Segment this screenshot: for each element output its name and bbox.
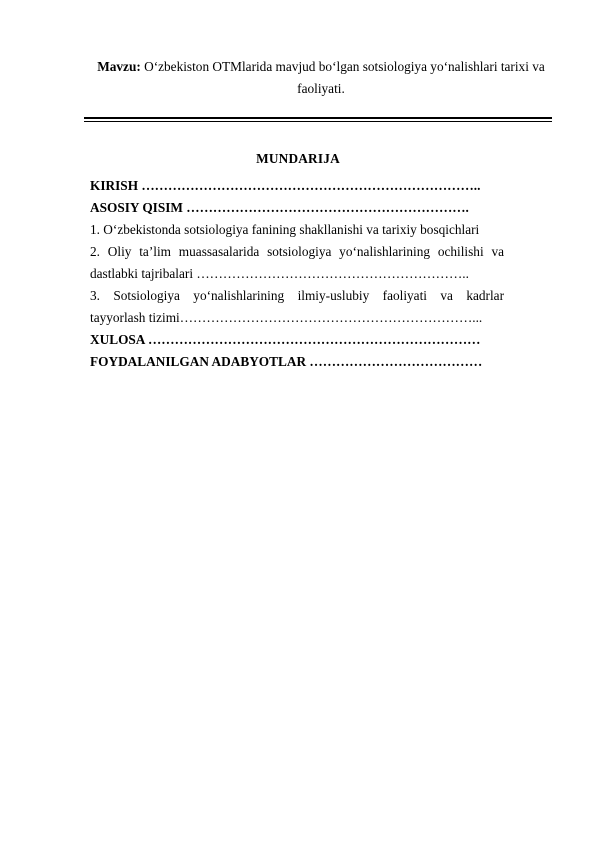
double-rule-bottom [84,121,552,122]
toc-item-kirish: KIRISH ………………………………………………………………….. [90,178,481,193]
toc-item-asosiy-qisim: ASOSIY QISIM ………………………………………………………. [90,200,469,215]
toc-item-2-line1: 2. Oliy ta’lim muassasalarida sotsiologiya yo‘nalishlarining ochilishi va [90,244,504,259]
toc-item-1: 1. O‘zbekistonda sotsiologiya fanining shakllanishi va tarixiy bosqichlari [90,222,480,237]
toc-item-2-line2: dastlabki tajribalari …………………………………………………….. [90,266,469,281]
topic-heading [90,56,552,100]
topic-text: O‘zbekiston OTMlarida mavjud bo‘lgan sotsiologiya yo‘nalishlari tarixi va faoliyati. [140,59,545,96]
toc-item-3-line1: 3. Sotsiologiya yo‘nalishlarining ilmiy-uslubiy faoliyati va kadrlar [90,288,504,303]
topic-label: Mavzu: [97,59,141,74]
double-rule-top [84,117,552,119]
toc-item-foydalanilgan-adabyotlar: FOYDALANILGAN ADABYOTLAR ………………………………… [90,354,483,369]
table-of-contents [90,175,504,373]
toc-item-3-line2: tayyorlash tizimi…………………………………………………………... [90,310,483,325]
toc-item-xulosa: XULOSA ………………………………………………………………… [90,332,481,347]
toc-title: MUNDARIJA [256,151,340,166]
